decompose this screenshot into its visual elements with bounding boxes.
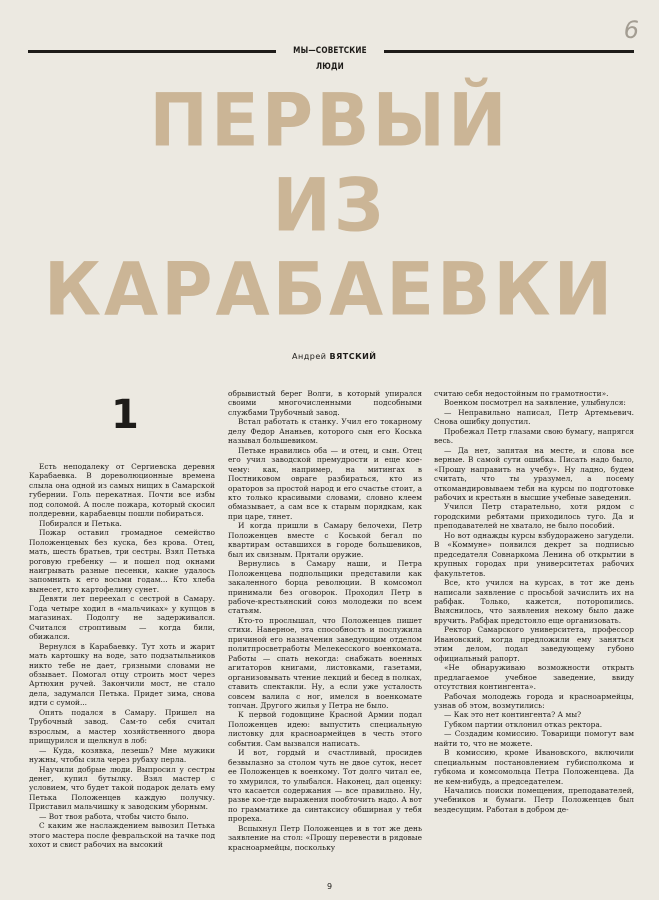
- chapter-number: 1: [111, 392, 139, 438]
- paragraph: считаю себя недостойным по грамотности».: [434, 389, 609, 398]
- paragraph: Опять подался в Самару. Пришел на Трубочный завод. Сам-то себя считал взрослым, а мастер хозяйственного двора прищурился и щелкнул в лоб:: [29, 707, 215, 746]
- paragraph: обрывистый берег Волги, в который упирался своими многочисленными подсобными службами Трубочный завод.: [228, 389, 422, 417]
- paragraph: И вот, гордый и счастливый, просидев безвылазно за столом чуть не двое суток, несет ее Положенцев к военкому. Тот долго читал ее, то хмурился, то улыбался. Наконец, дал оценку: что касается содержания — все правильно. Ну, разве кое-где выражения пообточить надо. А вот по грамматике да синтаксису обширная у тебя прореха.: [228, 748, 422, 824]
- paragraph: — Неправильно написал, Петр Артемьевич. Снова ошибку допустил.: [434, 407, 634, 427]
- headline-line-1: ПЕРВЫЙ: [149, 77, 510, 164]
- page-number: 9: [326, 882, 333, 891]
- paragraph: Вспыхнул Петр Положенцев и в тот же день заявление на стол: «Прошу перевести в рядовые красноармейцы, поскольку: [228, 823, 422, 852]
- author-last-name: ВЯТСКИЙ: [329, 352, 377, 361]
- section-rubric: [0, 43, 659, 72]
- author-byline: [292, 352, 377, 361]
- paragraph: — Как это нет контингента? А мы?: [444, 710, 582, 720]
- text-column-1: [29, 462, 215, 850]
- paragraph: Вернулся в Карабаевку. Тут хоть и жарит мать картошку на воде, зато подзатыльников никто тебе не дает, грязными словами не обзывает. Помогал отцу строить мост через Артюхин ручей. Закончили мост, не стало дела, задумался Петька. Придет зима, снова идти с сумой...: [29, 641, 215, 708]
- paragraph: К первой годовщине Красной Армии подал Положенцев идею: выпустить специальную листовку для красноармейцев в честь этого события. Сам вызвался написать.: [228, 710, 422, 748]
- paragraph: — Да нет, запятая на месте, и слова все верные. В самой сути ошибка. Писать надо было, «Прошу направить на учебу». Ну ладно, будем считать, что ты уразумел, а посему откомандировываем тебя на курсы по подготовке рабочих и крестьян в высшие учебные заведения.: [434, 445, 634, 502]
- paragraph: С каким же наслаждением вывозил Петька этого мастера после февральской на тачке под хохот и свист рабочих на высокий: [29, 821, 215, 850]
- paragraph: Пробежал Петр глазами свою бумагу, напрягся весь.: [434, 426, 634, 446]
- rubric-rule-right: [384, 50, 634, 53]
- paragraph: «Не обнаруживаю возможности открыть предлагаемое учебное заведение, ввиду отсутствия контингента».: [434, 663, 634, 692]
- paragraph: Военком посмотрел на заявление, улыбнулся:: [444, 398, 626, 408]
- author-first-name: Андрей: [292, 352, 327, 361]
- handwritten-page-mark: 6: [623, 16, 639, 44]
- rubric-rule-left: [28, 50, 276, 53]
- paragraph: Девяти лет переехал с сестрой в Самару. Года четыре ходил в «мальчиках» у купцов в магазинах. Подолгу не задерживался. Считался строптивым — когда били, обижался.: [29, 594, 215, 642]
- paragraph: Научили добрые люди. Выпросил у сестры денег, купил бутылку. Взял мастер с условием, что будет такой подарок делать ему Петька Положенцев каждую получку. Приставил мальчишку к заводским уборным.: [29, 764, 215, 812]
- text-column-2: [228, 389, 422, 852]
- paragraph: — Создадим комиссию. Товарищи помогут вам найти то, что не можете.: [434, 729, 634, 748]
- text-column-3: [434, 389, 634, 814]
- paragraph: Пожар оставил громадное семейство Положенцевых без куска, без крова. Отец, мать, шесть братьев, три сестры. Взял Петька роговую гребенку — и пошел под окнами наигрывать разные песенки, какие удалось запомнить к его восьми годам... Кто хлеба вынесет, кто картофелину сунет.: [29, 528, 215, 594]
- paragraph: И когда пришли в Самару белочехи, Петр Положенцев вместе с Коськой бегал по квартирам оставшихся в городе большевиков, был их связным. Прятали оружие.: [228, 521, 422, 559]
- paragraph: Учился Петр старательно, хотя рядом с городскими ребятами приходилось тугo. Да и преподавателей не хватало, не было пособий.: [434, 502, 634, 531]
- headline-line-3: КАРАБАЕВКИ: [43, 246, 616, 333]
- paragraph: Но вот однажды курсы взбудоражено загудели. В «Коммуне» появился декрет за подписью председателя Совнаркома Ленина об открытии в крупных городах при университетах рабочих факультетов.: [434, 530, 634, 578]
- paragraph: — Куда, козявка, лезешь? Мне мужики нужны, чтобы сила через рубаху перла.: [29, 745, 215, 765]
- paragraph: Есть неподалеку от Сергиевска деревня Карабаевка. В дореволюционные времена слыла она одной из самых нищих в Самарской губернии. Голь перекатная. Почти все избы под соломой. А после пожара, который скосил полдеревни, карабаевцы пошли побираться.: [29, 462, 215, 519]
- headline-line-2: ИЗ: [272, 162, 387, 249]
- paragraph: В комиссию, кроме Ивановского, включили специальным постановлением губисполкома и губкома и комсомольца Петра Положенцева. Да не кем-нибудь, а председателем.: [434, 748, 634, 786]
- paragraph: Кто-то прослышал, что Положенцев пишет стихи. Наверное, эта способность и послужила причиной его назначения заведующим отделом политпросветработы Мелекесского военкомата. Работы — спать некогда: снабжать военных агитаторов книгами, листовками, газетами, организовывать чтение лекций и бесед в полках, ставить спектакли. Ну, а если уже усталость совсем валила с ног, имелся в военкомате топчан. Другого жилья у Петра не было.: [228, 615, 422, 710]
- paragraph: Ректор Самарского университета, профессор Ивановский, когда предложили ему заняться этим делом, подал заведующему губоно официальный рапорт.: [434, 625, 634, 663]
- paragraph: Встал работать к станку. Учил его токарному делу Федор Ананьев, которого сын его Коська называл большевиком.: [228, 417, 422, 446]
- paragraph: Петьке нравились оба — и отец, и сын. Отец его учил заводской премудрости и еще кое-чему: как, например, на митингах в Постниковом овраге разбираться, кто из ораторов за простой народ и его счастье стоит, а кто только красивыми словами, словно клеем обмазывает, а сам все к старым порядкам, как при царе, тянет.: [228, 445, 422, 521]
- paragraph: Рабочая молодежь города и красноармейцы, узнав об этом, возмутились:: [434, 691, 634, 710]
- paragraph: Побирался и Петька.: [39, 518, 122, 528]
- paragraph: Губком партии отклонил отказ ректора.: [444, 719, 603, 729]
- paragraph: — Вот твоя работа, чтобы чисто было.: [39, 811, 189, 821]
- paragraph: Начались поиски помещения, преподавателей, учебников и бумаги. Петр Положенцев был вездесущим. Работая в добром де-: [434, 786, 634, 814]
- paragraph: Вернулись в Самару наши, и Петра Положенцева подпольщики представили как закаленного борца революции. В комсомол принимали без оговорок. Проходил Петр в рабоче-крестьянский союз молодежи по всем статьям.: [228, 559, 422, 616]
- paragraph: Все, кто учился на курсах, в тот же день написали заявление с просьбой зачислить их на рабфак. Только, кажется, поторопились. Выяснилось, что заявления некому было даже вручить. Рабфак предстояло еще организовать.: [434, 578, 634, 625]
- rubric-label: МЫ—СОВЕТСКИЕ ЛЮДИ: [293, 46, 367, 72]
